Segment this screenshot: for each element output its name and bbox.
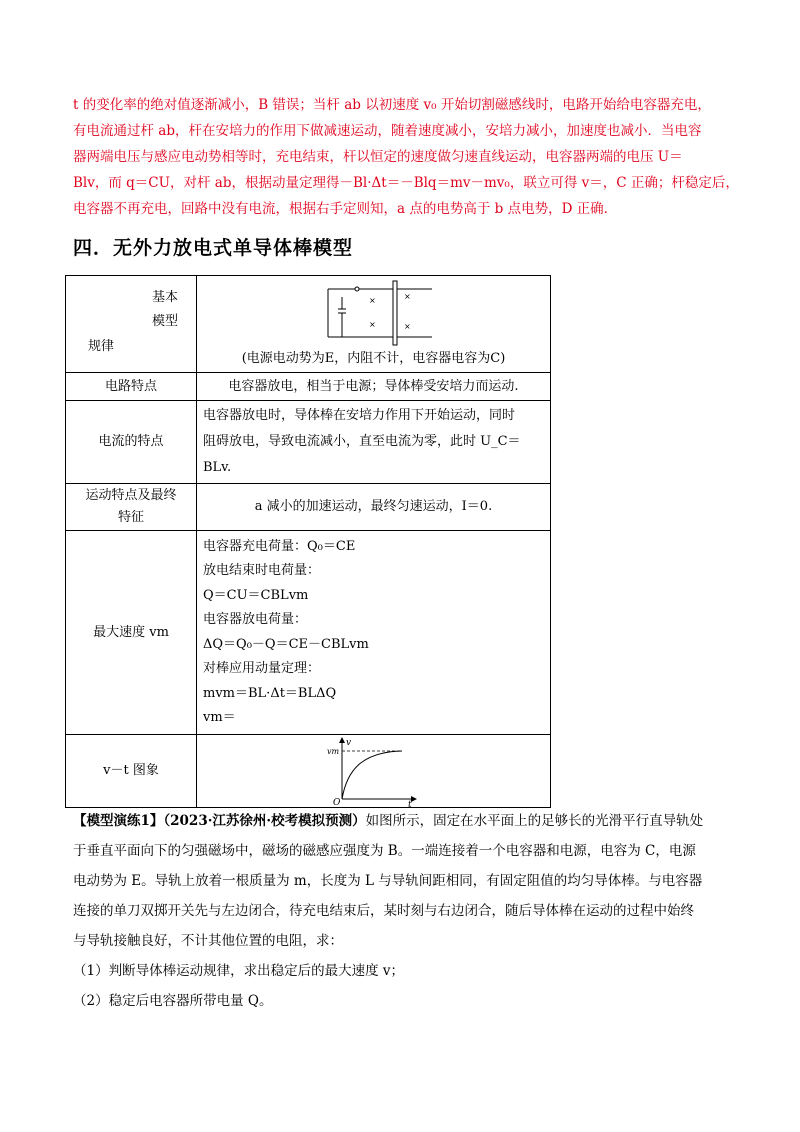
solution-line: 器两端电压与感应电动势相等时，充电结束，杆以恒定的速度做匀速直线运动，电容器两端的电压 U＝ xyxy=(73,149,683,165)
solution-line: Blv，而 q＝CU，对杆 ab，根据动量定理得－Bl·Δt＝－Blq＝mv－mv₀，联立可得 v＝，C 正确；杆稳定后， xyxy=(73,175,739,191)
solution-line: t 的变化率的绝对值逐渐减小，B 错误；当杆 ab 以初速度 v₀ 开始切割磁感线时，电路开始给电容器充电， xyxy=(73,97,711,113)
basic-model-label xyxy=(66,276,197,373)
circuit-diagram xyxy=(197,277,550,347)
section-title: 四．无外力放电式单导体棒模型 xyxy=(73,237,354,259)
axis-x-label: t xyxy=(408,800,412,807)
text-line: 电容器放电时，导体棒在安培力作用下开始运动，同时 xyxy=(203,408,516,423)
solution-line: 电容器不再充电，回路中没有电流，根据右手定则知，a 点的电势高于 b 点电势，D 正确． xyxy=(73,201,618,217)
current-feature-content xyxy=(197,401,551,484)
origin-label: O xyxy=(333,798,341,807)
axis-y-label: v xyxy=(346,738,352,748)
table-row xyxy=(66,735,551,808)
table-row xyxy=(66,531,551,735)
exercise-line: 连接的单刀双掷开关先与左边闭合，待充电结束后，某时刻与右边闭合，随后导体棒在运动的过程中始终 xyxy=(73,903,694,919)
circuit-caption: (电源电动势为E，内阻不计，电容器电容为C) xyxy=(241,350,506,366)
model-table xyxy=(65,275,551,808)
text-line: 电容器放电荷量： xyxy=(203,612,308,627)
motion-feature-label xyxy=(66,484,197,531)
solution-line: 有电流通过杆 ab，杆在安培力的作用下做减速运动，随着速度减小，安培力减小，加速度也减小．当电容 xyxy=(73,123,702,139)
svg-text:×: × xyxy=(404,291,411,301)
exercise-block xyxy=(73,806,733,1016)
table-row xyxy=(66,401,551,484)
label-line: 规律 xyxy=(88,338,115,354)
text-line: Q＝CU＝CBLvm xyxy=(203,587,309,603)
table-row xyxy=(66,484,551,531)
label-line: 特征 xyxy=(117,510,144,525)
svg-text:×: × xyxy=(404,321,411,331)
question-2: （2）稳定后电容器所带电量 Q。 xyxy=(73,993,273,1009)
exercise-first-line xyxy=(73,806,733,836)
exercise-line: 电动势为 E。导轨上放着一根质量为 m，长度为 L 与导轨间距相同，有固定阻值的均匀导体棒。与电容器 xyxy=(73,873,703,889)
max-speed-content xyxy=(197,531,551,735)
current-feature-label: 电流的特点 xyxy=(66,401,197,484)
text-line: vm＝ xyxy=(203,710,236,725)
exercise-line: 与导轨接触良好，不计其他位置的电阻，求： xyxy=(73,933,343,949)
text-line: 对棒应用动量定理： xyxy=(203,661,321,676)
motion-feature-content: a 减小的加速运动，最终匀速运动，I＝0. xyxy=(197,484,551,531)
exercise-tag: 【模型演练1】（2023·江苏徐州·校考模拟预测） xyxy=(73,813,366,829)
exercise-line: 如图所示，固定在水平面上的足够长的光滑平行直导轨处 xyxy=(365,813,704,829)
svg-text:×: × xyxy=(369,319,376,329)
question-1: （1）判断导体棒运动规律，求出稳定后的最大速度 v； xyxy=(73,963,405,979)
exercise-line: 于垂直平面向下的匀强磁场中，磁场的磁感应强度为 B。一端连接着一个电容器和电源，电容为 C，电源 xyxy=(73,843,696,859)
table-row xyxy=(66,373,551,401)
vt-graph-label: v－t 图象 xyxy=(66,735,197,808)
text-line: BLv. xyxy=(203,460,232,475)
circuit-feature-label: 电路特点 xyxy=(66,373,197,401)
vt-graph xyxy=(197,735,550,807)
svg-text:×: × xyxy=(369,295,376,305)
label-line: 运动特点及最终 xyxy=(85,488,177,503)
vt-graph-content xyxy=(197,735,551,808)
text-line: 放电结束时电荷量： xyxy=(203,563,321,578)
solution-paragraph xyxy=(73,92,739,222)
text-line: 阻碍放电，导致电流减小，直至电流为零，此时 U_C＝ xyxy=(203,434,521,449)
label-line: 模型 xyxy=(152,313,179,329)
table-row xyxy=(66,276,551,373)
text-line: ΔQ＝Q₀－Q＝CE－CBLvm xyxy=(203,636,369,652)
max-speed-label: 最大速度 vm xyxy=(66,531,197,735)
label-line: 基本 xyxy=(152,289,179,305)
circuit-feature-content: 电容器放电，相当于电源；导体棒受安培力而运动. xyxy=(197,373,551,401)
text-line: mvm＝BL·Δt＝BLΔQ xyxy=(203,685,337,701)
basic-model-content xyxy=(197,276,551,373)
text-line: 电容器充电荷量：Q₀＝CE xyxy=(203,538,356,554)
vm-label: vm xyxy=(327,747,340,756)
